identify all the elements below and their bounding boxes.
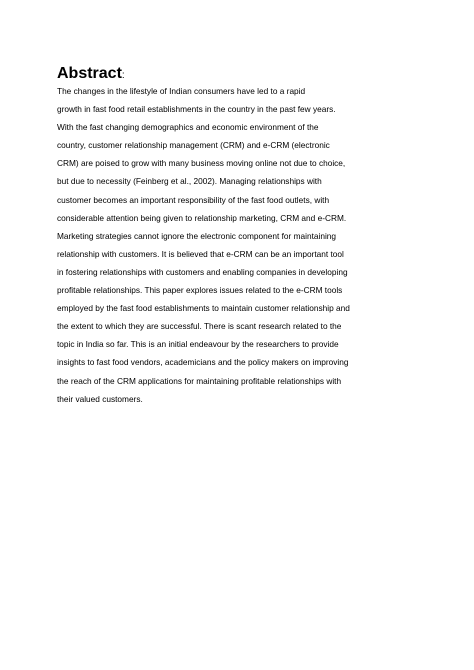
abstract-line: CRM) are poised to grow with many business moving online not due to choice, [57,158,346,169]
abstract-line: profitable relationships. This paper explores issues related to the e-CRM tools [57,285,343,296]
abstract-line: The changes in the lifestyle of Indian consumers have led to a rapid [57,86,306,96]
abstract-line: their valued customers. [57,393,143,404]
abstract-line: growth in fast food retail establishments in the country in the past few years. [57,104,336,115]
abstract-line: the extent to which they are successful. There is scant research related to the [57,321,342,332]
abstract-line: in fostering relationships with customers and enabling companies in developing [57,266,348,277]
abstract-heading-text: Abstract [57,65,122,82]
abstract-line: employed by the fast food establishments to maintain customer relationship and [57,303,350,314]
abstract-line: insights to fast food vendors, academicians and the policy makers on improving [57,357,349,368]
abstract-body [57,82,350,408]
abstract-line: but due to necessity (Feinberg et al., 2002). Managing relationships with [57,176,322,187]
abstract-heading-colon: : [121,70,125,81]
abstract-line: customer becomes an important responsibility of the fast food outlets, with [57,194,330,205]
abstract-line: Marketing strategies cannot ignore the electronic component for maintaining [57,230,337,241]
abstract-line: the reach of the CRM applications for maintaining profitable relationships with [57,375,342,386]
abstract-line: topic in India so far. This is an initial endeavour by the researchers to provide [57,339,339,350]
abstract-line: With the fast changing demographics and economic environment of the [57,122,319,133]
abstract-line: considerable attention being given to relationship marketing, CRM and e-CRM. [57,212,347,223]
abstract-line: relationship with customers. It is believed that e-CRM can be an important tool [57,248,344,259]
abstract-line: country, customer relationship management (CRM) and e-CRM (electronic [57,140,330,151]
